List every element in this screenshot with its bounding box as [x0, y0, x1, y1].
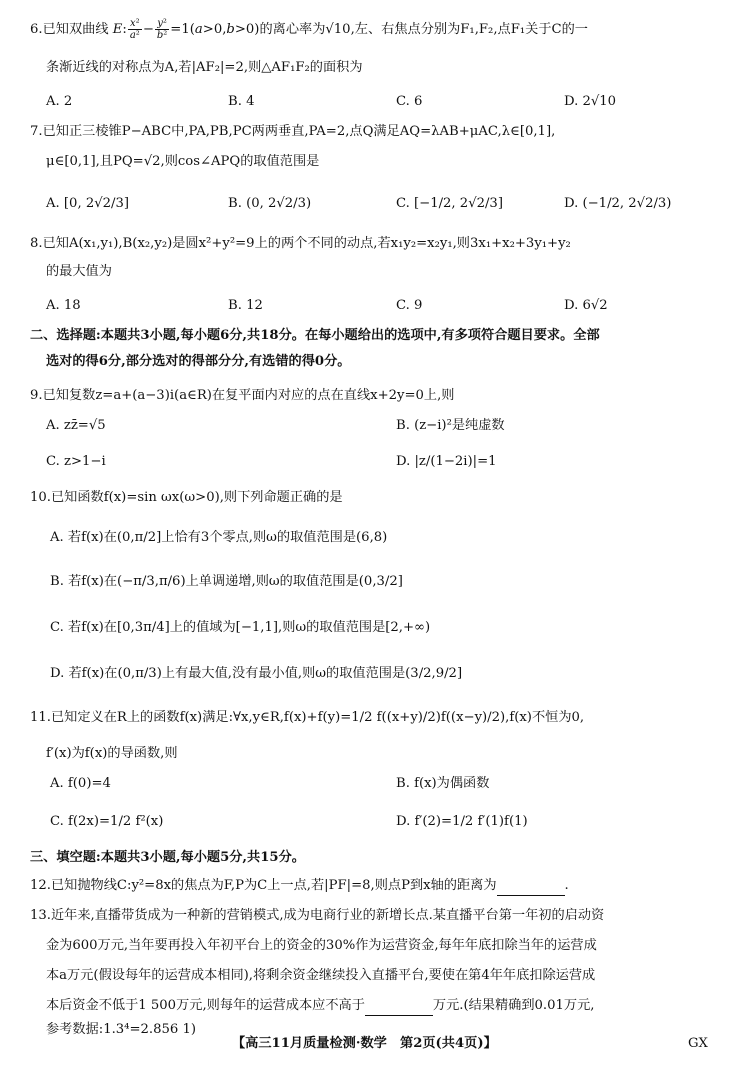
q11-option-a: A. f(0)=4 [50, 776, 111, 791]
q8-line2: 的最大值为 [46, 264, 112, 279]
q6-option-a: A. 2 [46, 94, 73, 109]
q11-line2: f′(x)为f(x)的导函数,则 [46, 746, 178, 761]
q6-option-d: D. 2√10 [564, 94, 617, 109]
q9-line1: 9.已知复数z=a+(a−3)i(a∈R)在复平面内对应的点在直线x+2y=0上,则 [30, 388, 455, 403]
q7-line1: 7.已知正三棱锥P−ABC中,PA,PB,PC两两垂直,PA=2,点Q满足AQ=λAB+μAC,λ∈[0,1], [30, 124, 556, 139]
q8-option-c: C. 9 [396, 298, 423, 313]
q10-option-d: D. 若f(x)在(0,π/3)上有最大值,没有最小值,则ω的取值范围是(3/2,9/2] [50, 666, 463, 681]
q8-option-b: B. 12 [228, 298, 263, 313]
q12-answer-blank[interactable] [497, 881, 565, 896]
q13-line4 [46, 996, 594, 1016]
q8-line1: 8.已知A(x₁,y₁),B(x₂,y₂)是圆x²+y²=9上的两个不同的动点,若x₁y₂=x₂y₁,则3x₁+x₂+3y₁+y₂ [30, 236, 571, 251]
q7-option-a: A. [0, 2√2/3] [46, 196, 129, 211]
q7-line2: μ∈[0,1],且PQ=√2,则cos∠APQ的取值范围是 [46, 154, 320, 169]
q7-option-c: C. [−1/2, 2√2/3] [396, 196, 503, 211]
q6-prefix: 6.已知双曲线 [30, 22, 109, 37]
q6-option-b: B. 4 [228, 94, 255, 109]
q11-option-d: D. f′(2)=1/2 f′(1)f(1) [396, 814, 528, 829]
q13-line1: 13.近年来,直播带货成为一种新的营销模式,成为电商行业的新增长点.某直播平台第一年初的启动资 [30, 908, 605, 923]
q13-text4b: 万元.(结果精确到0.01万元, [432, 998, 595, 1013]
q6-line2: 条渐近线的对称点为A,若|AF₂|=2,则△AF₁F₂的面积为 [46, 60, 363, 75]
q13-line2: 金为600万元,当年要再投入年初平台上的资金的30%作为运营资金,每年年底扣除当年的运营成 [46, 938, 597, 953]
q12-text: 12.已知抛物线C:y²=8x的焦点为F,P为C上一点,若|PF|=8,则点P到x轴的距离为 [30, 878, 497, 893]
q9-option-d: D. |z/(1−2i)|=1 [396, 454, 497, 469]
q11-line1: 11.已知定义在R上的函数f(x)满足:∀x,y∈R,f(x)+f(y)=1/2 f((x+y)/2)f((x−y)/2),f(x)不恒为0, [30, 710, 585, 725]
q13-text4a: 本后资金不低于1 500万元,则每年的运营成本应不高于 [46, 998, 365, 1013]
q6-eq: E: $\frac{\text{x²}}{\text{a²}}$ − $\frac{\text{y²}}{\text{b²}}$ =1(a>0,b>0) [112, 18, 260, 41]
q10-option-a: A. 若f(x)在(0,π/2]上恰有3个零点,则ω的取值范围是(6,8) [50, 530, 388, 545]
section-3-heading: 三、填空题:本题共3小题,每小题5分,共15分。 [30, 850, 305, 865]
q12-line1 [30, 876, 569, 896]
q13-answer-blank[interactable] [365, 1001, 433, 1016]
q6-text1: 的离心率为√10,左、右焦点分别为F₁,F₂,点F₁关于C的一 [259, 22, 588, 37]
q12-end: . [564, 878, 569, 893]
q9-option-b: B. (z−i)²是纯虚数 [396, 418, 505, 433]
q10-option-c: C. 若f(x)在[0,3π/4]上的值域为[−1,1],则ω的取值范围是[2,+∞) [50, 620, 431, 635]
q10-line1: 10.已知函数f(x)=sin ωx(ω>0),则下列命题正确的是 [30, 490, 343, 505]
q11-option-b: B. f(x)为偶函数 [396, 776, 490, 791]
q13-line3: 本a万元(假设每年的运营成本相同),将剩余资金继续投入直播平台,要使在第4年年底扣除运营成 [46, 968, 596, 983]
footer-title: 【高三11月质量检测·数学 第2页(共4页)】 [232, 1036, 497, 1051]
section-2-heading: 二、选择题:本题共3小题,每小题6分,共18分。在每小题给出的选项中,有多项符合题目要求。全部 [30, 328, 600, 343]
q8-option-a: A. 18 [46, 298, 81, 313]
q13-line5: 参考数据:1.3⁴=2.856 1) [46, 1022, 196, 1037]
q6-line1 [30, 18, 588, 41]
q10-option-b: B. 若f(x)在(−π/3,π/6)上单调递增,则ω的取值范围是(0,3/2] [50, 574, 403, 589]
q7-option-d: D. (−1/2, 2√2/3) [564, 196, 672, 211]
q8-option-d: D. 6√2 [564, 298, 608, 313]
footer-code: GX [688, 1036, 708, 1051]
section-2-heading-cont: 选对的得6分,部分选对的得部分分,有选错的得0分。 [46, 354, 351, 369]
q9-option-c: C. z>1−i [46, 454, 106, 469]
q6-option-c: C. 6 [396, 94, 423, 109]
q11-option-c: C. f(2x)=1/2 f²(x) [50, 814, 164, 829]
q9-option-a: A. zz̄=√5 [46, 418, 106, 433]
q7-option-b: B. (0, 2√2/3) [228, 196, 312, 211]
